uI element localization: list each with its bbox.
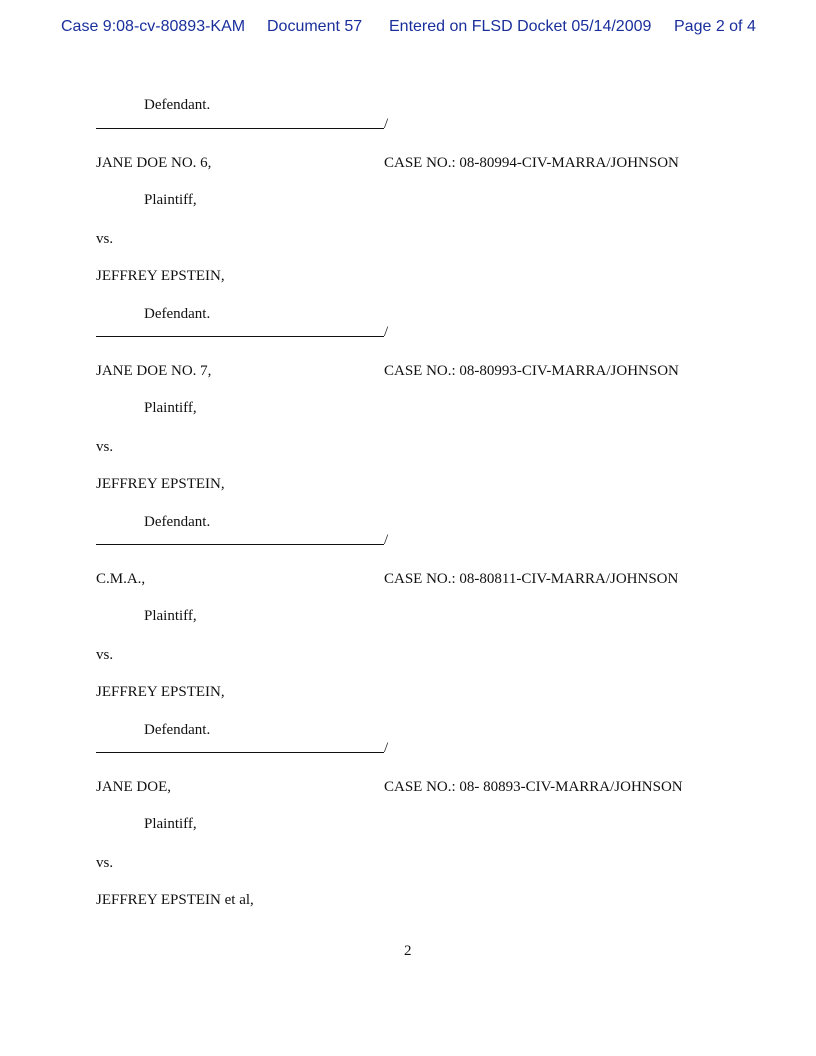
case-number: CASE NO.: 08- 80893-CIV-MARRA/JOHNSON [384,779,683,795]
defendant-name: JEFFREY EPSTEIN, [96,268,225,284]
header-page-count: Page 2 of 4 [674,18,756,35]
caption-divider [96,544,384,545]
case-number: CASE NO.: 08-80993-CIV-MARRA/JOHNSON [384,363,679,379]
defendant-label: Defendant. [144,514,211,530]
defendant-name: JEFFREY EPSTEIN et al, [96,892,254,908]
case-number: CASE NO.: 08-80811-CIV-MARRA/JOHNSON [384,571,679,587]
defendant-label: Defendant. [144,722,211,738]
page-number: 2 [404,943,412,959]
caption-divider-slash: / [384,740,389,756]
header-docket-entry: Entered on FLSD Docket 05/14/2009 [389,18,652,35]
defendant-label: Defendant. [144,306,211,322]
plaintiff-label: Plaintiff, [144,608,197,624]
versus-label: vs. [96,439,114,455]
defendant-name: JEFFREY EPSTEIN, [96,684,225,700]
versus-label: vs. [96,855,114,871]
versus-label: vs. [96,647,114,663]
header-case-number: Case 9:08-cv-80893-KAM [61,18,246,35]
caption-divider-slash: / [384,532,389,548]
plaintiff-label: Plaintiff, [144,192,197,208]
defendant-name: JEFFREY EPSTEIN, [96,476,225,492]
caption-divider [96,336,384,337]
versus-label: vs. [96,231,114,247]
header-document-number: Document 57 [267,18,363,35]
plaintiff-name: JANE DOE, [96,779,171,795]
caption-divider [96,128,384,129]
plaintiff-name: C.M.A., [96,571,146,587]
caption-divider-slash: / [384,116,389,132]
caption-divider [96,752,384,753]
defendant-label: Defendant. [144,97,211,113]
case-number: CASE NO.: 08-80994-CIV-MARRA/JOHNSON [384,155,679,171]
caption-divider-slash: / [384,324,389,340]
plaintiff-label: Plaintiff, [144,816,197,832]
plaintiff-label: Plaintiff, [144,400,197,416]
plaintiff-name: JANE DOE NO. 7, [96,363,212,379]
plaintiff-name: JANE DOE NO. 6, [96,155,212,171]
